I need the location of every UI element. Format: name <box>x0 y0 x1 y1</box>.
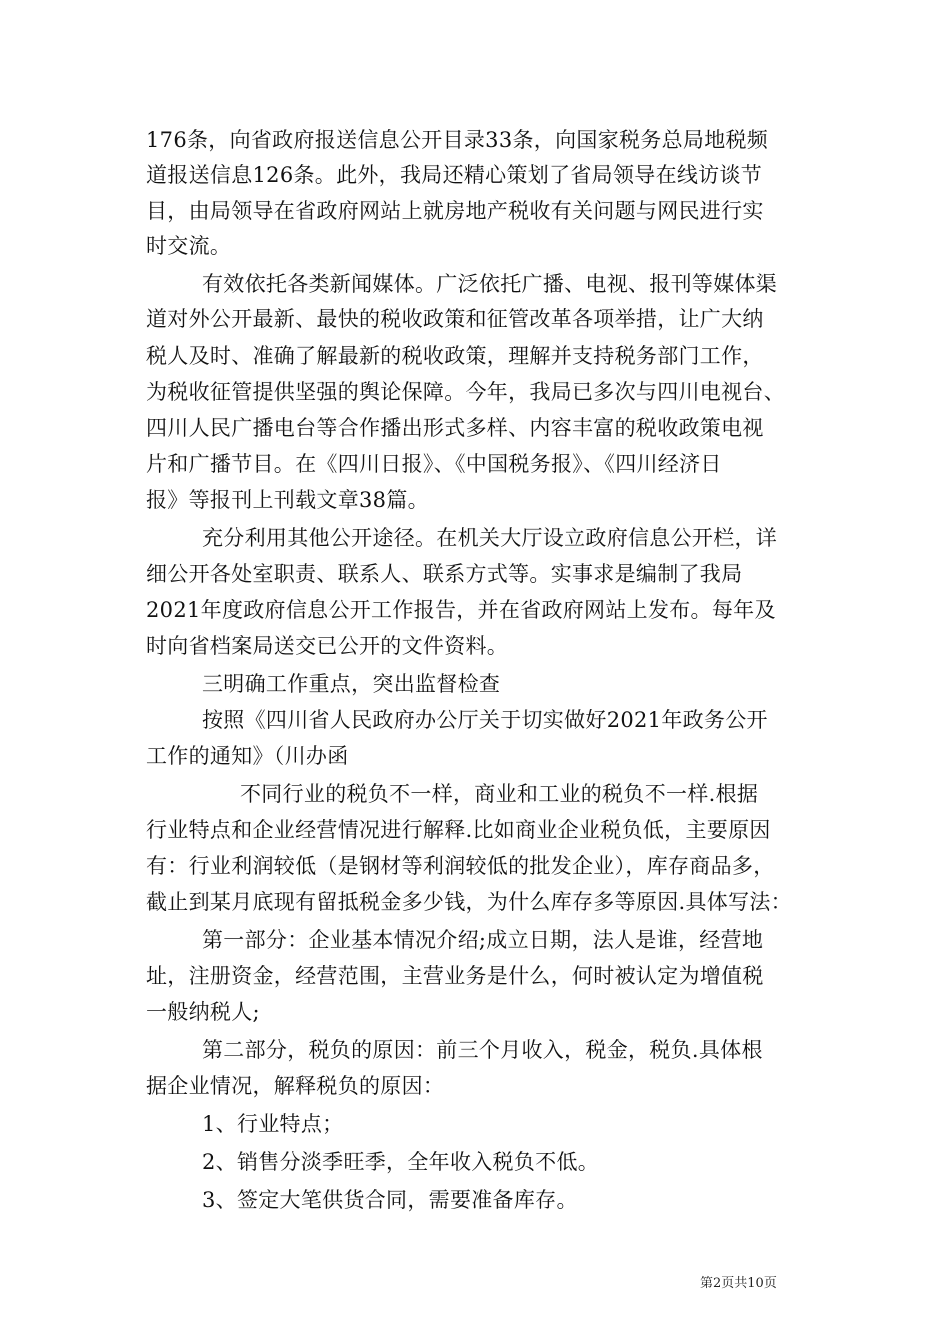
text-line: 不同行业的税负不一样，商业和工业的税负不一样.根据 <box>240 782 759 806</box>
text-line: 时向省档案局送交已公开的文件资料。 <box>146 634 509 658</box>
section-heading: 三明确工作重点，突出监督检查 <box>202 672 501 696</box>
text-line: 为税收征管提供坚强的舆论保障。今年，我局已多次与四川电视台、 <box>146 380 785 404</box>
text-line: 片和广播节目。在《四川日报》、《中国税务报》、《四川经济日 <box>146 452 722 476</box>
text-line: 税人及时、准确了解最新的税收政策，理解并支持税务部门工作， <box>146 344 764 368</box>
text-line: 充分利用其他公开途径。在机关大厅设立政府信息公开栏，详 <box>202 526 778 550</box>
text-line: 第一部分：企业基本情况介绍;成立日期，法人是谁，经营地 <box>202 928 764 952</box>
list-item: 1、行业特点； <box>202 1112 344 1136</box>
text-line: 有效依托各类新闻媒体。广泛依托广播、电视、报刊等媒体渠 <box>202 272 778 296</box>
text-line: 时交流。 <box>146 234 232 258</box>
text-line: 据企业情况，解释税负的原因： <box>146 1074 445 1098</box>
text-line: 道对外公开最新、最快的税收政策和征管改革各项举措，让广大纳 <box>146 307 764 331</box>
text-line: 第二部分，税负的原因：前三个月收入，税金，税负.具体根 <box>202 1038 763 1062</box>
text-line: 工作的通知》（川办函 <box>146 744 349 768</box>
text-line: 176条，向省政府报送信息公开目录33条，向国家税务总局地税频 <box>146 128 769 152</box>
text-line: 2021年度政府信息公开工作报告，并在省政府网站上发布。每年及 <box>146 598 776 622</box>
list-item: 2、销售分淡季旺季，全年收入税负不低。 <box>202 1150 600 1174</box>
list-item: 3、签定大笔供货合同，需要准备库存。 <box>202 1188 578 1212</box>
text-line: 行业特点和企业经营情况进行解释.比如商业企业税负低，主要原因 <box>146 818 771 842</box>
text-line: 一般纳税人; <box>146 1000 260 1024</box>
text-line: 按照《四川省人民政府办公厅关于切实做好2021年政务公开 <box>202 708 768 732</box>
text-line: 截止到某月底现有留抵税金多少钱，为什么库存多等原因.具体写法： <box>146 890 792 914</box>
text-line: 目，由局领导在省政府网站上就房地产税收有关问题与网民进行实 <box>146 199 764 223</box>
text-line: 道报送信息126条。此外，我局还精心策划了省局领导在线访谈节 <box>146 163 763 187</box>
text-line: 报》等报刊上刊载文章38篇。 <box>146 488 429 512</box>
text-line: 细公开各处室职责、联系人、联系方式等。实事求是编制了我局 <box>146 562 743 586</box>
page-number: 第2页共10页 <box>700 1276 777 1291</box>
text-line: 四川人民广播电台等合作播出形式多样、内容丰富的税收政策电视 <box>146 416 764 440</box>
text-line: 有：行业利润较低（是钢材等利润较低的批发企业），库存商品多， <box>146 854 775 878</box>
text-line: 址，注册资金，经营范围，主营业务是什么，何时被认定为增值税 <box>146 964 764 988</box>
